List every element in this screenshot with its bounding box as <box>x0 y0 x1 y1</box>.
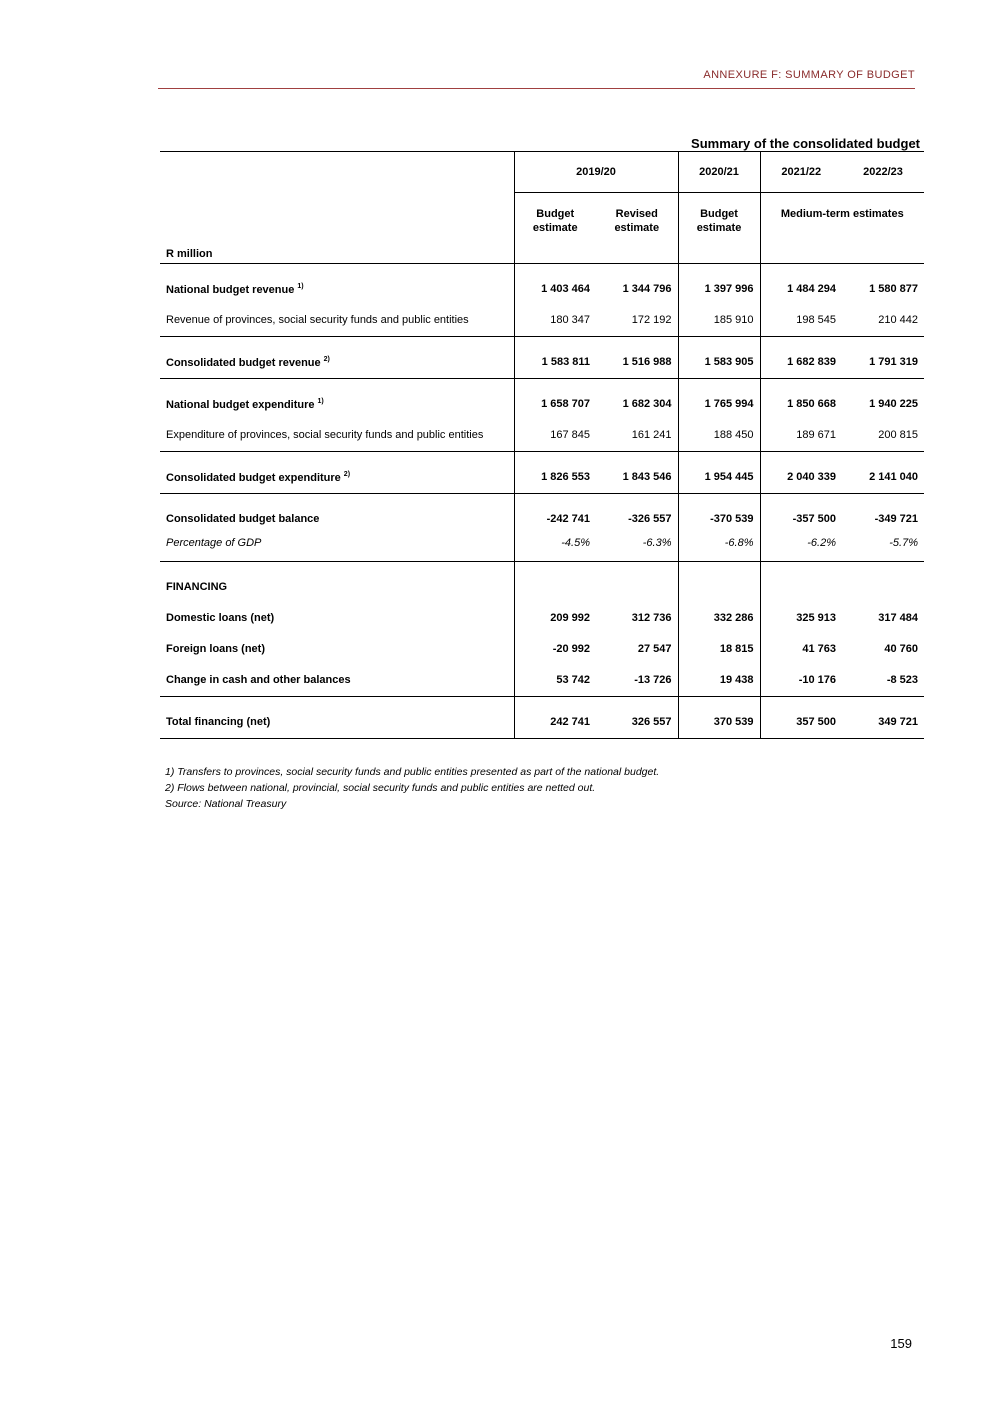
consolidated-budget-table <box>160 151 924 739</box>
row-label-text: Consolidated budget revenue <box>166 356 321 369</box>
footnote-source: Source: National Treasury <box>165 798 287 810</box>
table-row <box>160 263 924 305</box>
value-cell: 1 658 707 <box>514 378 596 420</box>
value-cell: 200 815 <box>842 420 924 452</box>
table-row <box>160 336 924 378</box>
table-row <box>160 378 924 420</box>
value-cell: 2 040 339 <box>760 451 842 493</box>
row-label <box>160 305 514 337</box>
value-cell: 1 682 304 <box>622 398 672 410</box>
row-label <box>160 696 514 738</box>
value-cell: 1 583 905 <box>678 336 760 378</box>
value-cell: -6.2% <box>760 535 842 562</box>
value-cell: -4.5% <box>514 535 596 562</box>
value-cell: -6.3% <box>596 535 678 562</box>
row-label <box>160 535 514 562</box>
value-cell: 312 736 <box>631 612 672 624</box>
value-cell: 1 843 546 <box>596 451 678 493</box>
value-cell: 1 403 464 <box>514 263 596 305</box>
table-row <box>160 603 924 634</box>
table-row <box>160 665 924 697</box>
page-number: 159 <box>890 1336 912 1351</box>
table-row <box>160 305 924 337</box>
subheader-budget-estimate-2: Budget estimate <box>678 193 760 264</box>
footnote-marker: 2) <box>323 355 330 363</box>
unit-label: R million <box>160 193 514 264</box>
row-label-text: Revenue of provinces, social security funds and public entities <box>166 314 469 326</box>
row-label-text: Percentage of GDP <box>166 536 262 549</box>
row-label <box>160 561 514 603</box>
header-blank-cell <box>160 152 514 193</box>
table-title: Summary of the consolidated budget <box>691 136 920 151</box>
value-cell: 41 763 <box>760 634 842 665</box>
value-cell: -357 500 <box>760 493 842 535</box>
value-cell: 1 580 877 <box>869 283 919 295</box>
value-cell: 161 241 <box>596 420 678 452</box>
value-cell: 349 721 <box>842 696 924 738</box>
value-cell: -6.8% <box>678 535 760 562</box>
value-cell: 1 791 319 <box>842 336 924 378</box>
value-cell <box>678 561 760 603</box>
value-cell: 317 484 <box>878 612 919 624</box>
table-row <box>160 634 924 665</box>
value-cell: 172 192 <box>596 305 678 337</box>
value-cell: 1 583 811 <box>514 336 596 378</box>
row-label-text: National budget revenue <box>166 283 295 296</box>
row-label-text: Total financing (net) <box>166 716 271 728</box>
value-cell: -370 539 <box>678 493 760 535</box>
value-cell: 1 344 796 <box>622 283 672 295</box>
value-cell: 198 545 <box>760 305 842 337</box>
value-cell: 19 438 <box>678 665 760 697</box>
table-row <box>160 561 924 603</box>
table-row <box>160 535 924 562</box>
value-cell: -13 726 <box>596 665 678 697</box>
value-cell: -20 992 <box>514 634 596 665</box>
table-row <box>160 696 924 738</box>
value-cell: -349 721 <box>874 513 919 525</box>
subheader-budget-estimate: Budget estimate <box>514 193 596 264</box>
value-cell <box>842 561 924 603</box>
value-cell: 180 347 <box>514 305 596 337</box>
value-cell: 1 516 988 <box>596 336 678 378</box>
row-label-text: National budget expenditure <box>166 398 315 411</box>
table-row <box>160 451 924 493</box>
header-rule <box>158 88 915 89</box>
subheader-medium-term: Medium-term estimates <box>760 193 924 264</box>
row-label <box>160 263 514 305</box>
footnote-2: 2) Flows between national, provincial, social security funds and public entities are netted out. <box>165 782 596 794</box>
year-header-2020: 2020/21 <box>678 152 760 193</box>
footnote-1: 1) Transfers to provinces, social security funds and public entities presented as part of the national budget. <box>165 766 660 778</box>
row-label-text: Change in cash and other balances <box>166 674 351 686</box>
value-cell: 332 286 <box>678 603 760 634</box>
row-label <box>160 493 514 535</box>
value-cell: -242 741 <box>514 493 596 535</box>
value-cell: -8 523 <box>842 665 924 697</box>
value-cell: 1 682 839 <box>760 336 842 378</box>
footnote-marker: 1) <box>297 282 304 290</box>
row-label-text: Foreign loans (net) <box>166 643 265 655</box>
row-label <box>160 451 514 493</box>
value-cell: 326 557 <box>596 696 678 738</box>
value-cell <box>596 561 678 603</box>
row-label <box>160 378 514 420</box>
row-label <box>160 603 514 634</box>
year-header-2021: 2021/22 <box>760 152 842 193</box>
year-header-2022: 2022/23 <box>842 152 924 193</box>
value-cell: 1 765 994 <box>678 378 760 420</box>
row-label-text: Consolidated budget expenditure <box>166 471 341 484</box>
year-header-2019: 2019/20 <box>514 152 678 193</box>
value-cell: 188 450 <box>678 420 760 452</box>
running-header: ANNEXURE F: SUMMARY OF BUDGET <box>703 69 915 81</box>
footnote-marker: 1) <box>317 397 324 405</box>
value-cell: 53 742 <box>514 665 596 697</box>
value-cell: 1 940 225 <box>869 398 919 410</box>
value-cell: 1 954 445 <box>678 451 760 493</box>
table-row <box>160 420 924 452</box>
value-cell: 1 484 294 <box>760 263 842 305</box>
value-cell: 325 913 <box>760 603 842 634</box>
value-cell: 189 671 <box>760 420 842 452</box>
row-label-text: Domestic loans (net) <box>166 612 275 624</box>
value-cell: -326 557 <box>628 513 672 525</box>
value-cell: 167 845 <box>514 420 596 452</box>
subheader-revised-estimate: Revised estimate <box>596 193 678 264</box>
value-cell: 40 760 <box>884 643 919 655</box>
row-label <box>160 634 514 665</box>
row-label <box>160 420 514 452</box>
value-cell: -5.7% <box>842 535 924 562</box>
value-cell: 1 826 553 <box>514 451 596 493</box>
value-cell: 185 910 <box>678 305 760 337</box>
table-row <box>160 493 924 535</box>
value-cell: 1 397 996 <box>678 263 760 305</box>
value-cell: 27 547 <box>637 643 672 655</box>
row-label <box>160 336 514 378</box>
value-cell <box>760 561 842 603</box>
value-cell <box>514 561 596 603</box>
value-cell: 370 539 <box>678 696 760 738</box>
row-label-text: Consolidated budget balance <box>166 513 320 525</box>
value-cell: 357 500 <box>760 696 842 738</box>
table-body <box>160 263 924 738</box>
value-cell: 210 442 <box>842 305 924 337</box>
value-cell: 1 850 668 <box>760 378 842 420</box>
row-label <box>160 665 514 697</box>
value-cell: 209 992 <box>514 603 596 634</box>
footnote-marker: 2) <box>343 470 351 478</box>
value-cell: 242 741 <box>514 696 596 738</box>
row-label-text: FINANCING <box>166 581 228 593</box>
subheader-row <box>160 193 924 264</box>
value-cell: -10 176 <box>760 665 842 697</box>
row-label-text: Expenditure of provinces, social security funds and public entities <box>166 429 484 441</box>
footnotes <box>165 764 659 812</box>
value-cell: 18 815 <box>678 634 760 665</box>
value-cell: 2 141 040 <box>842 451 924 493</box>
year-header-row <box>160 152 924 193</box>
